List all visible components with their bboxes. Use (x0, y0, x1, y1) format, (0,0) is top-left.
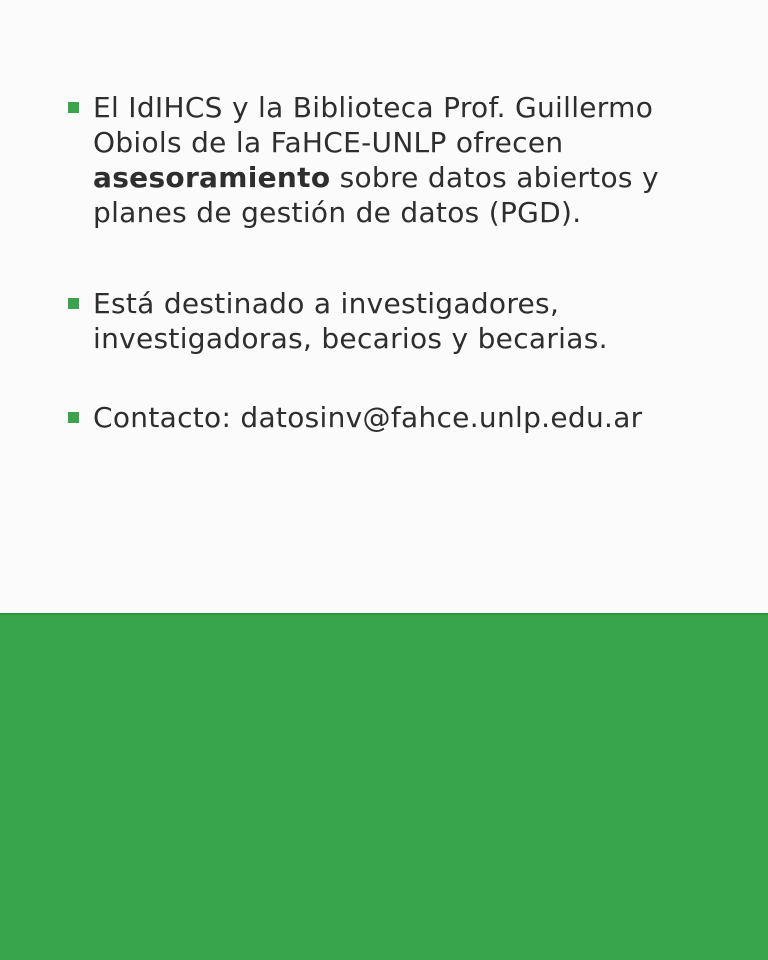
bullet-item-services (68, 90, 693, 230)
bullet-item-audience (68, 286, 693, 356)
bullet-text-bold-segment: asesoramiento (93, 161, 331, 194)
bullet-text-audience (93, 286, 693, 356)
bullet-text-contact (93, 400, 693, 435)
bullet-list (68, 90, 693, 435)
bullet-square-icon (68, 412, 79, 423)
green-footer-band (0, 613, 768, 960)
bullet-text-segment: Contacto: datosinv@fahce.unlp.edu.ar (93, 401, 643, 434)
bullet-square-icon (68, 102, 79, 113)
bullet-item-contact (68, 400, 693, 435)
bullet-text-services (93, 90, 693, 230)
bullet-square-icon (68, 298, 79, 309)
bullet-text-segment: El IdIHCS y la Biblioteca Prof. Guillermo Obiols de la FaHCE-UNLP ofrecen (93, 91, 654, 159)
bullet-text-segment: sobre datos abiertos y planes de gestión de datos (PGD). (93, 161, 659, 229)
bullet-text-segment: Está destinado a investigadores, investigadoras, becarios y becarias. (93, 287, 608, 355)
